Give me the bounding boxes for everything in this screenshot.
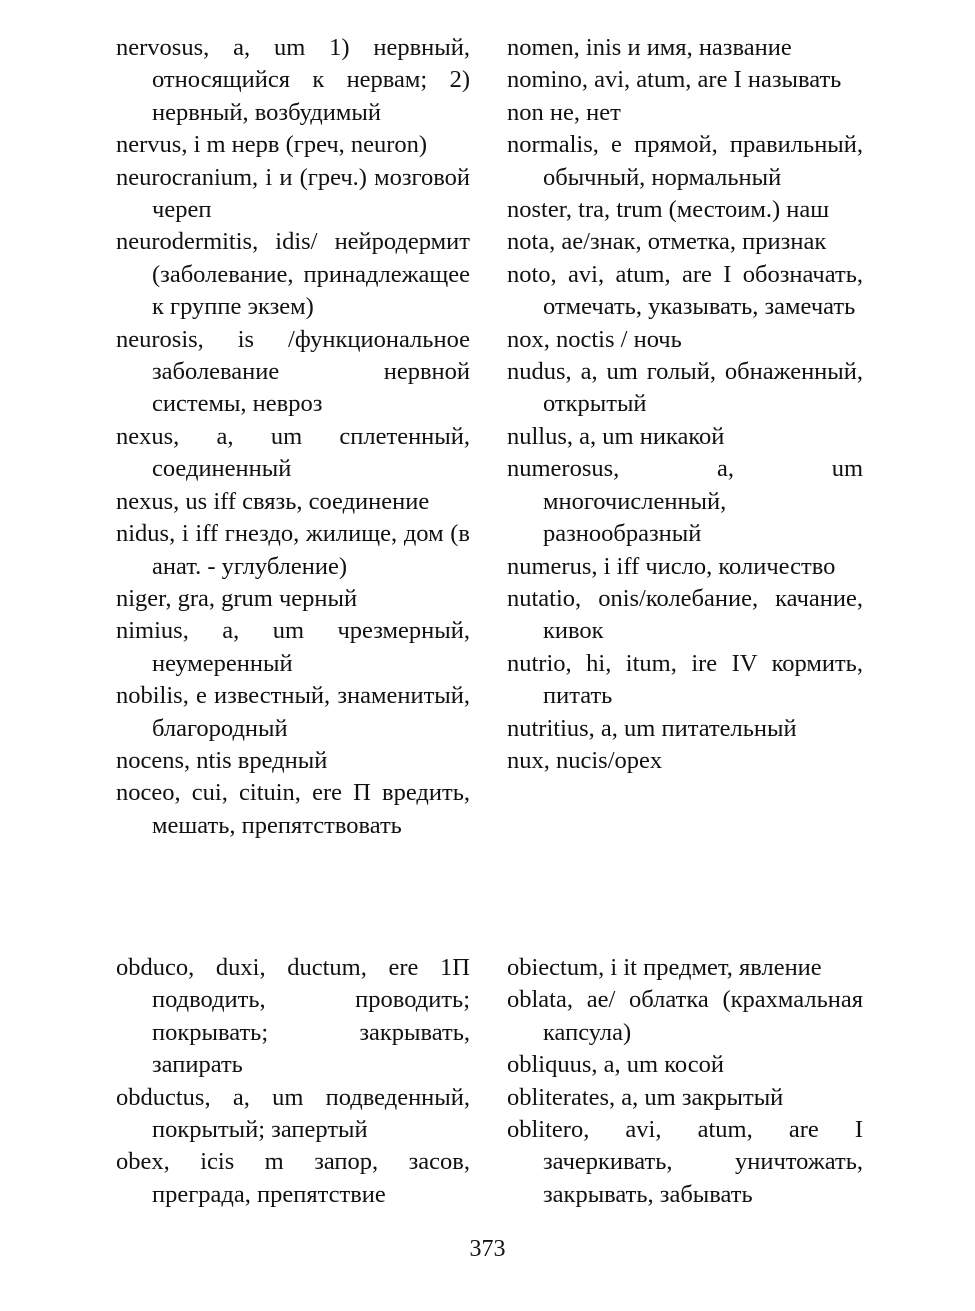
dictionary-entry: nervus, i m нерв (греч, neuron) [116, 131, 428, 159]
dictionary-entry: nobilis, e известный, знаменитый, благородный [116, 682, 470, 742]
dictionary-entry: neurodermitis, idis/ нейродермит (заболевание, принадлежащее к группе экзем) [116, 228, 470, 321]
dictionary-entry: neurosis, is /функциональное заболевание нервной системы, невроз [116, 325, 470, 418]
right-column-o [507, 952, 863, 1211]
dictionary-entry: nocens, ntis вредный [116, 746, 328, 774]
dictionary-entry: nidus, i iff гнездо, жилище, дом (в анат. - углубление) [116, 520, 470, 580]
dictionary-entry: nutatio, onis/колебание, качание, кивок [507, 584, 863, 645]
page-number: 373 [469, 1236, 506, 1262]
dictionary-entry: neurocranium, i и (греч.) мозговой череп [116, 163, 470, 224]
left-column-o [116, 952, 470, 1211]
right-column-n [507, 32, 863, 777]
dictionary-entry: oblata, ae/ облатка (крахмальная капсула) [507, 986, 863, 1046]
dictionary-entry: nullus, a, um никакой [507, 422, 725, 450]
dictionary-entry: non не, нет [507, 98, 621, 126]
dictionary-entry: nudus, a, um голый, обнаженный, открытый [507, 358, 863, 418]
dictionary-entry: nutrio, hi, itum, ire IV кормить, питать [507, 649, 863, 710]
dictionary-entry: oblitero, avi, atum, are I зачеркивать, уничтожать, закрывать, забывать [507, 1116, 863, 1208]
dictionary-entry: numerosus, a, um многочисленный, разнообразный [507, 455, 863, 548]
dictionary-entry: nexus, us iff связь, соединение [116, 487, 430, 515]
dictionary-entry: obliquus, a, um косой [507, 1051, 724, 1079]
dictionary-entry: numerus, i iff число, количество [507, 552, 836, 580]
left-column-n [116, 32, 470, 842]
dictionary-entry: nexus, a, um сплетенный, соединенный [116, 422, 470, 483]
dictionary-entry: nimius, a, um чрезмерный, неумеренный [116, 617, 470, 677]
dictionary-entry: obduco, duxi, ductum, ere 1П подводить, проводить; покрывать; закрывать, запирать [116, 954, 470, 1079]
dictionary-entry: nota, ae/знак, отметка, признак [507, 228, 827, 256]
dictionary-entry: obex, icis m запор, засов, преграда, препятствие [116, 1148, 470, 1208]
dictionary-entry: noster, tra, trum (местоим.) наш [507, 196, 830, 224]
dictionary-entry: nervosus, a, um 1) нервный, относящийся к нервам; 2) нервный, возбудимый [116, 34, 470, 126]
dictionary-entry: nutritius, a, um питательный [507, 714, 797, 742]
dictionary-entry: obductus, a, um подведенный, покрытый; запертый [116, 1083, 470, 1144]
dictionary-entry: noceo, cui, cituin, ere П вредить, мешать, препятствовать [116, 779, 470, 839]
dictionary-entry: obiectum, i it предмет, явление [507, 954, 822, 981]
dictionary-entry: noto, avi, atum, are I обозначать, отмечать, указывать, замечать [507, 260, 863, 321]
dictionary-entry: obliterates, a, um закрытый [507, 1083, 784, 1111]
dictionary-entry: nux, nucis/opex [507, 746, 663, 774]
dictionary-entry: normalis, e прямой, правильный, обычный, нормальный [507, 131, 863, 191]
dictionary-entry: niger, gra, grum черный [116, 584, 358, 612]
dictionary-entry: nox, noctis / ночь [507, 325, 682, 353]
dictionary-entry: nomino, avi, atum, are I называть [507, 66, 842, 94]
dictionary-entry: nomen, inis и имя, название [507, 34, 792, 61]
